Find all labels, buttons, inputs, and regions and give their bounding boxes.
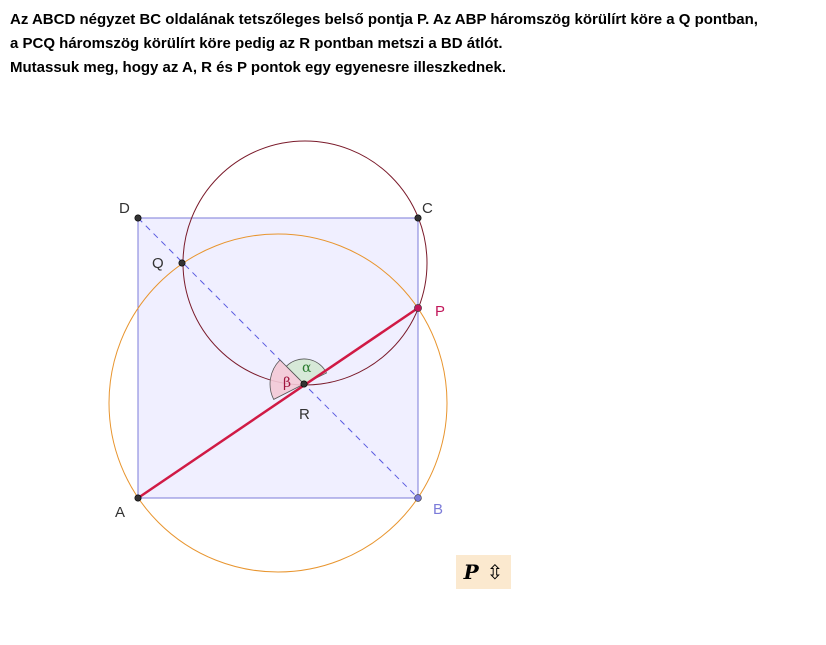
label-alpha: α: [302, 360, 312, 376]
label-a: A: [115, 504, 126, 521]
problem-line-3: Mutassuk meg, hogy az A, R és P pontok egy egyenesre illeszkednek.: [10, 59, 507, 76]
point-r: [301, 381, 307, 387]
point-p-symbol: P: [463, 560, 479, 584]
label-d: D: [119, 200, 130, 217]
point-c: [415, 215, 421, 221]
point-p[interactable]: [414, 304, 421, 311]
label-c: C: [422, 200, 433, 217]
up-down-arrow-icon: ⇳: [486, 560, 504, 584]
label-b: B: [433, 501, 444, 518]
move-point-p-button[interactable]: [456, 555, 511, 589]
label-p: P: [435, 303, 446, 320]
label-q: Q: [152, 255, 164, 272]
point-d: [135, 215, 141, 221]
label-beta: β: [283, 375, 292, 391]
point-b[interactable]: [415, 495, 422, 502]
label-r: R: [299, 406, 310, 423]
problem-line-2: a PCQ háromszög körülírt köre pedig az R pontban metszi a BD átlót.: [10, 35, 503, 52]
point-q: [179, 260, 185, 266]
point-a: [135, 495, 141, 501]
problem-line-1: Az ABCD négyzet BC oldalának tetszőleges belső pontja P. Az ABP háromszög körülírt köre a Q pontban,: [10, 11, 758, 28]
